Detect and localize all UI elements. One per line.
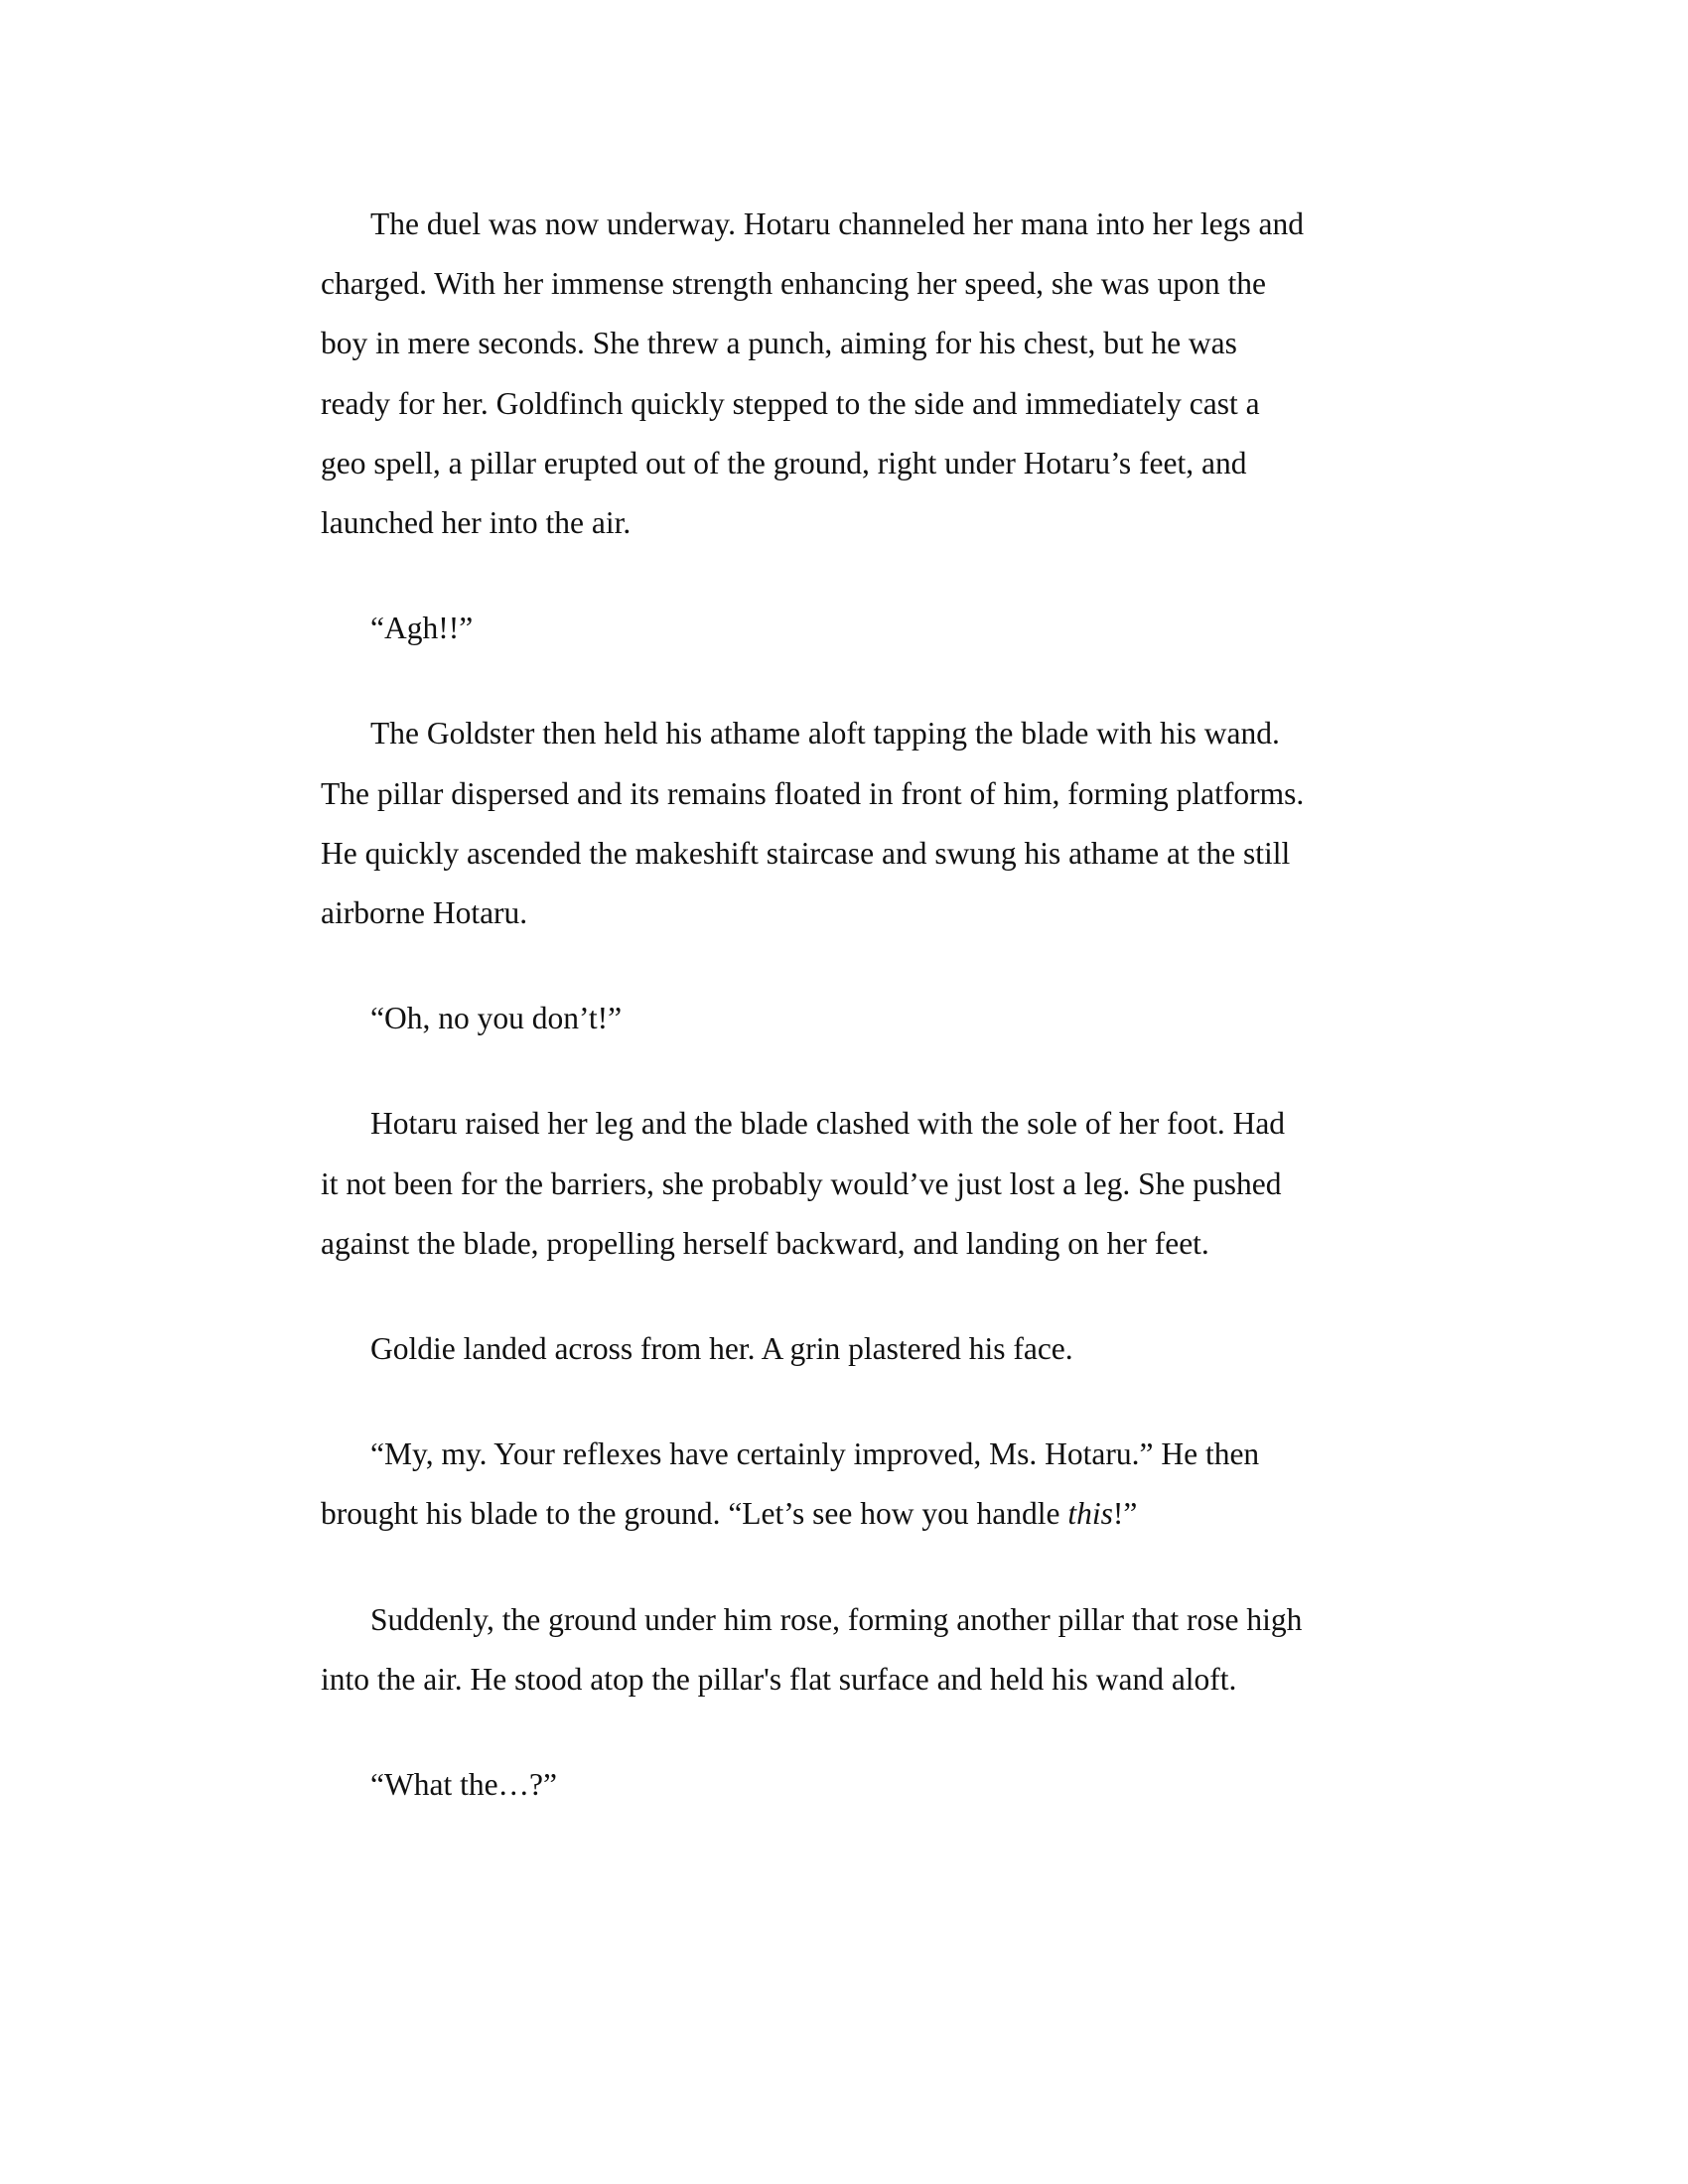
paragraph-goldster-athame: The Goldster then held his athame aloft tapping the blade with his wand. The pillar dispersed and its remains floated in front of him, forming platforms. He quickly ascended the makeshift staircase and swung his athame at the still airborne Hotaru.: [321, 716, 1305, 931]
paragraph-goldie-lands: Goldie landed across from her. A grin plastered his face.: [370, 1331, 1073, 1367]
dialogue-my-my-before: “My, my. Your reflexes have certainly improved, Ms. Hotaru.” He then brought his blade to the ground. “Let’s see how you handle: [321, 1436, 1260, 1532]
paragraph-pillar-rises: Suddenly, the ground under him rose, forming another pillar that rose high into the air. He stood atop the pillar's flat surface and held his wand aloft.: [321, 1601, 1303, 1697]
paragraph-hotaru-leg: Hotaru raised her leg and the blade clashed with the sole of her foot. Had it not been for the barriers, she probably would’ve just lost a leg. She pushed against the blade, propelling herself backward, and landing on her feet.: [321, 1106, 1286, 1261]
dialogue-my-my-after: !”: [1112, 1496, 1138, 1532]
dialogue-what-the: “What the…?”: [370, 1767, 558, 1803]
dialogue-my-my-italic: this: [1067, 1496, 1113, 1532]
story-text: [321, 195, 1375, 1815]
dialogue-agh: “Agh!!”: [370, 611, 474, 646]
dialogue-oh-no: “Oh, no you don’t!”: [370, 1001, 623, 1036]
paragraph-duel-start: The duel was now underway. Hotaru channeled her mana into her legs and charged. With her immense strength enhancing her speed, she was upon the boy in mere seconds. She threw a punch, aiming for his chest, but he was ready for her. Goldfinch quickly stepped to the side and immediately cast a geo spell, a pillar erupted out of the ground, right under Hotaru’s feet, and launched her into the air.: [321, 206, 1305, 541]
dialogue-my-my: [321, 1425, 1375, 1544]
